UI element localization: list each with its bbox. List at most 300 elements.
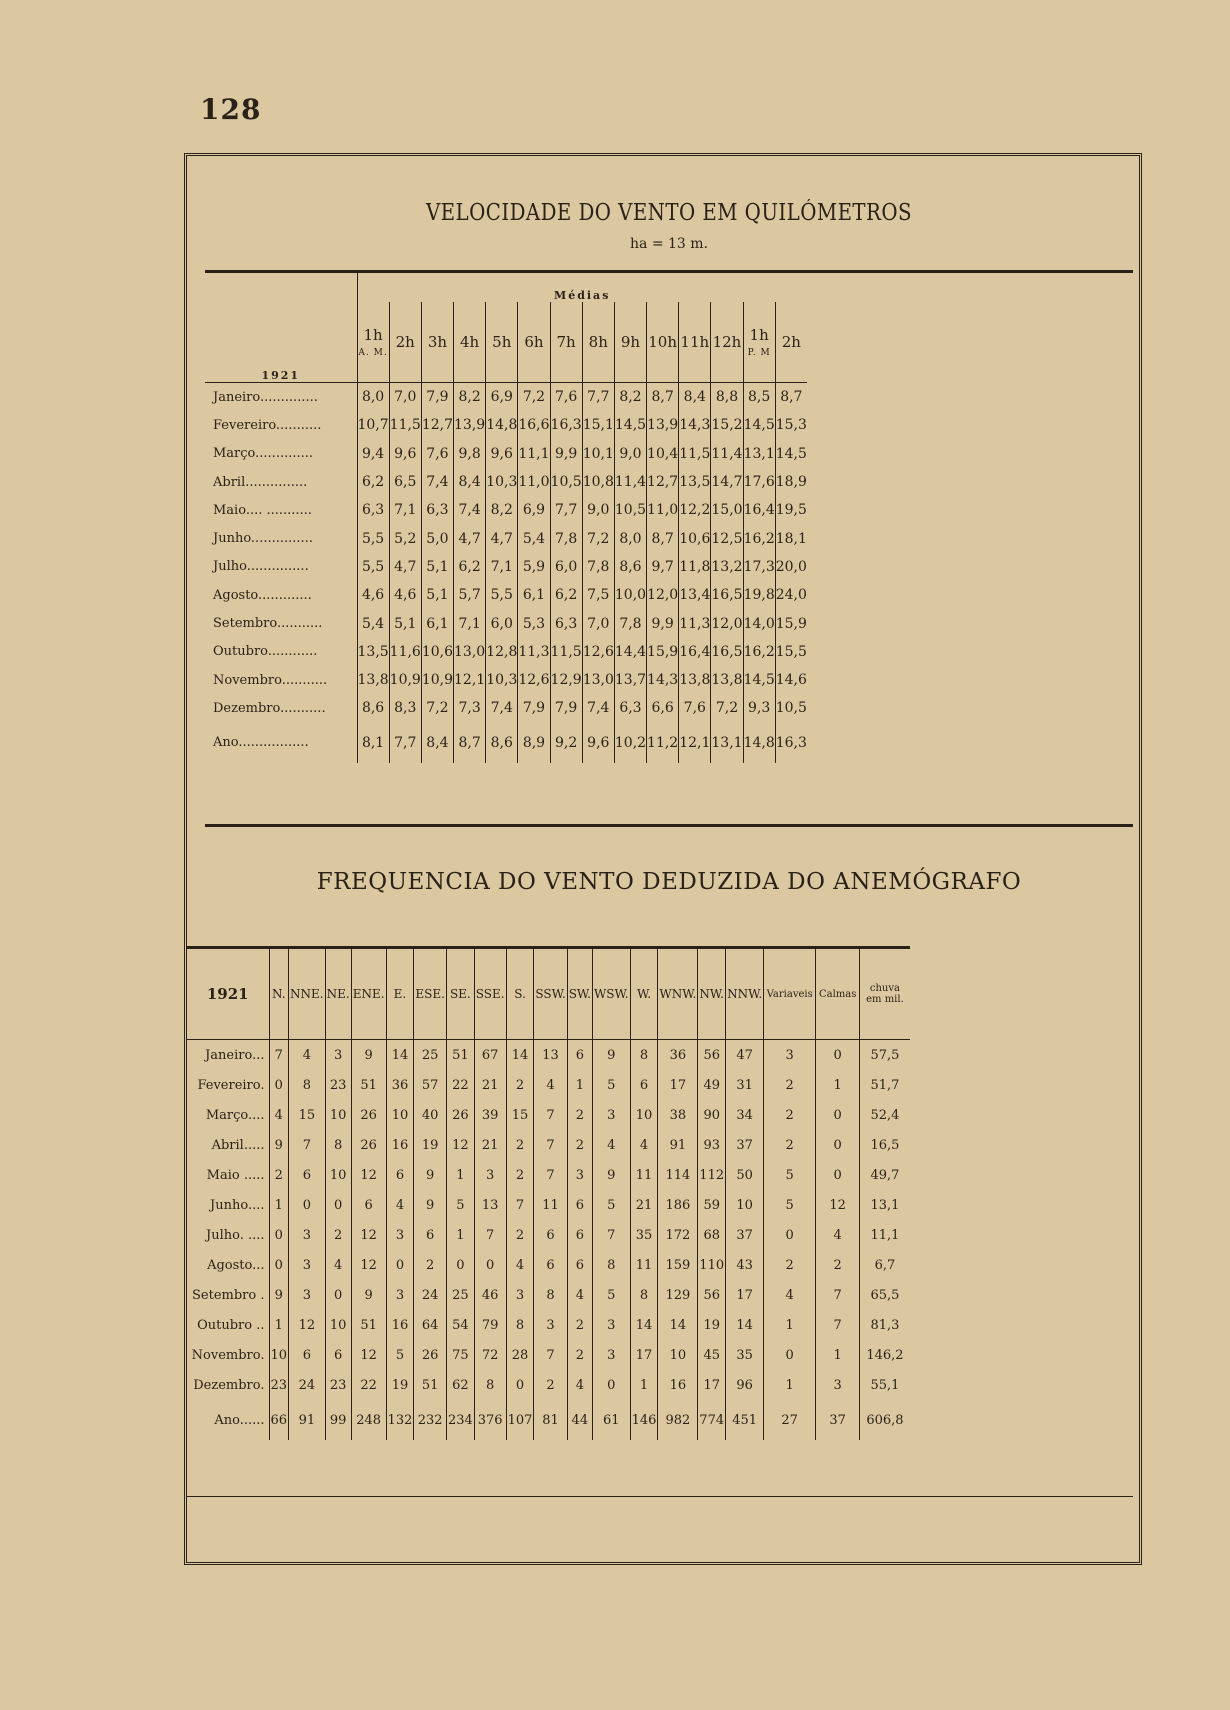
table-cell: 14,8 xyxy=(743,723,775,763)
direction-header: WSW. xyxy=(592,948,630,1040)
table-cell: 16,2 xyxy=(743,638,775,666)
row-label: Dezembro........... xyxy=(213,700,326,716)
table-cell: 16,5 xyxy=(860,1130,910,1160)
row-label: Agosto............. xyxy=(213,587,312,603)
table-cell: 1 xyxy=(816,1070,860,1100)
table-cell: 51 xyxy=(351,1310,386,1340)
table-cell: 96 xyxy=(726,1370,764,1400)
table-cell: 6 xyxy=(351,1190,386,1220)
table-cell: 606,8 xyxy=(860,1400,910,1440)
table-cell: 5,9 xyxy=(518,553,550,581)
table-cell: 6,2 xyxy=(357,468,389,496)
table-cell: 8,4 xyxy=(421,723,453,763)
velocidade-subtitle: ha = 13 m. xyxy=(630,236,708,252)
table-cell: 774 xyxy=(698,1400,726,1440)
table-cell: 4,7 xyxy=(389,553,421,581)
table-cell: 7,7 xyxy=(550,496,582,524)
table-cell: 14,0 xyxy=(743,609,775,637)
table-cell: 8 xyxy=(630,1040,658,1071)
table-cell: 21 xyxy=(630,1190,658,1220)
table-cell: 12,0 xyxy=(711,609,743,637)
table-cell: 43 xyxy=(726,1250,764,1280)
table-row xyxy=(187,1130,910,1160)
table-cell: 15,9 xyxy=(775,609,807,637)
table-cell: 90 xyxy=(698,1100,726,1130)
table-cell: 146 xyxy=(630,1400,658,1440)
table-cell: 51 xyxy=(446,1040,474,1071)
table-cell: 10 xyxy=(658,1340,698,1370)
table-row xyxy=(205,496,807,524)
table-cell: 51,7 xyxy=(860,1070,910,1100)
table-cell: 0 xyxy=(816,1040,860,1071)
table-cell: 51 xyxy=(351,1070,386,1100)
row-label: Maio.... ........... xyxy=(213,502,312,518)
table-cell: 12 xyxy=(289,1310,326,1340)
table-cell: 10 xyxy=(726,1190,764,1220)
table-cell: 26 xyxy=(446,1100,474,1130)
table-cell: 10,9 xyxy=(421,666,453,694)
direction-header: W. xyxy=(630,948,658,1040)
table-cell: 4 xyxy=(534,1070,567,1100)
table-cell: 99 xyxy=(325,1400,351,1440)
table-cell: 7,1 xyxy=(389,496,421,524)
table-cell: 12,1 xyxy=(679,723,711,763)
table-cell: 59 xyxy=(698,1190,726,1220)
table-cell: 12,9 xyxy=(550,666,582,694)
table-cell: 20,0 xyxy=(775,553,807,581)
table-cell: 13,8 xyxy=(679,666,711,694)
table-cell: 2 xyxy=(567,1100,592,1130)
table-cell: 9 xyxy=(269,1280,289,1310)
table-cell: 232 xyxy=(414,1400,447,1440)
table-cell: 23 xyxy=(325,1370,351,1400)
table-cell: 13,8 xyxy=(357,666,389,694)
table-cell: 11,4 xyxy=(614,468,646,496)
table-cell: 5,2 xyxy=(389,524,421,552)
table-cell: 7,4 xyxy=(454,496,486,524)
table-cell: 12 xyxy=(351,1220,386,1250)
table-cell: 2 xyxy=(506,1070,534,1100)
table-cell: 52,4 xyxy=(860,1100,910,1130)
table-cell: 67 xyxy=(474,1040,506,1071)
table-cell: 14,5 xyxy=(614,411,646,439)
table-cell: 2 xyxy=(764,1250,816,1280)
table-cell: 12 xyxy=(351,1250,386,1280)
table-cell: 6 xyxy=(289,1160,326,1190)
table-cell: 16 xyxy=(386,1130,414,1160)
table-cell: 7,9 xyxy=(518,694,550,722)
table-cell: 9 xyxy=(414,1190,447,1220)
table-cell: 16 xyxy=(386,1310,414,1340)
table-cell: 2 xyxy=(506,1130,534,1160)
table-cell: 129 xyxy=(658,1280,698,1310)
direction-header: SSE. xyxy=(474,948,506,1040)
table-cell: 17 xyxy=(630,1340,658,1370)
table-cell: 3 xyxy=(592,1340,630,1370)
row-label: Maio ..... xyxy=(206,1167,265,1183)
table-cell: 5,4 xyxy=(357,609,389,637)
table-cell: 7 xyxy=(474,1220,506,1250)
table-cell: 7 xyxy=(816,1310,860,1340)
hour-header: 11h xyxy=(679,302,711,383)
table-cell: 0 xyxy=(446,1250,474,1280)
table-cell: 0 xyxy=(816,1130,860,1160)
table-cell: 0 xyxy=(386,1250,414,1280)
table-row xyxy=(205,411,807,439)
table-cell: 7,2 xyxy=(711,694,743,722)
table-cell: 1 xyxy=(269,1190,289,1220)
table-cell: 2 xyxy=(764,1130,816,1160)
table-cell: 26 xyxy=(414,1340,447,1370)
table-cell: 16,5 xyxy=(711,638,743,666)
table-row xyxy=(205,609,807,637)
table-cell: 10,6 xyxy=(421,638,453,666)
table-cell: 15,3 xyxy=(775,411,807,439)
direction-header: ENE. xyxy=(351,948,386,1040)
table-cell: 8,4 xyxy=(454,468,486,496)
table-cell: 55,1 xyxy=(860,1370,910,1400)
table-cell: 5 xyxy=(764,1160,816,1190)
table-cell: 3 xyxy=(592,1100,630,1130)
table-row xyxy=(187,1400,910,1440)
bottom-rule xyxy=(187,1496,1133,1497)
table-cell: 4 xyxy=(592,1130,630,1160)
table-cell: 14,7 xyxy=(711,468,743,496)
table-cell: 13 xyxy=(534,1040,567,1071)
table-cell: 9,6 xyxy=(389,440,421,468)
table-cell: 14 xyxy=(506,1040,534,1071)
table-row xyxy=(205,524,807,552)
table-cell: 16 xyxy=(658,1370,698,1400)
hour-header: 1h A. M. xyxy=(357,302,389,383)
table-cell: 11,0 xyxy=(647,496,679,524)
table-cell: 2 xyxy=(567,1130,592,1160)
table-cell: 8,2 xyxy=(486,496,518,524)
table-cell: 8,1 xyxy=(357,723,389,763)
table-cell: 24 xyxy=(289,1370,326,1400)
table-cell: 6 xyxy=(567,1040,592,1071)
table-cell: 19,8 xyxy=(743,581,775,609)
table-cell: 17 xyxy=(726,1280,764,1310)
table-cell: 15,0 xyxy=(711,496,743,524)
table-cell: 1 xyxy=(764,1310,816,1340)
table-cell: 7 xyxy=(816,1280,860,1310)
table-cell: 2 xyxy=(506,1220,534,1250)
page-number: 128 xyxy=(200,93,262,126)
table-cell: 1 xyxy=(764,1370,816,1400)
table-cell: 22 xyxy=(446,1070,474,1100)
table-cell: 11,1 xyxy=(518,440,550,468)
table-cell: 0 xyxy=(325,1190,351,1220)
table-cell: 6 xyxy=(534,1220,567,1250)
table-cell: 18,1 xyxy=(775,524,807,552)
table-cell: 19,5 xyxy=(775,496,807,524)
table-cell: 10 xyxy=(325,1310,351,1340)
table-cell: 7,2 xyxy=(421,694,453,722)
direction-header: NNE. xyxy=(289,948,326,1040)
table-cell: 50 xyxy=(726,1160,764,1190)
direction-header: SE. xyxy=(446,948,474,1040)
table-cell: 8,0 xyxy=(614,524,646,552)
table-cell: 65,5 xyxy=(860,1280,910,1310)
table-cell: 12,5 xyxy=(711,524,743,552)
direction-header: S. xyxy=(506,948,534,1040)
table-cell: 2 xyxy=(269,1160,289,1190)
table-cell: 13,0 xyxy=(454,638,486,666)
table-cell: 22 xyxy=(351,1370,386,1400)
row-label: Ano...... xyxy=(214,1412,265,1428)
table-cell: 45 xyxy=(698,1340,726,1370)
table-cell: 12,1 xyxy=(454,666,486,694)
table-cell: 112 xyxy=(698,1160,726,1190)
table-cell: 7,3 xyxy=(454,694,486,722)
table-cell: 7,2 xyxy=(518,383,550,412)
velocidade-table xyxy=(205,270,807,763)
table-cell: 8 xyxy=(506,1310,534,1340)
table-row xyxy=(205,694,807,722)
table-cell: 13,9 xyxy=(454,411,486,439)
table-cell: 39 xyxy=(474,1100,506,1130)
table-cell: 16,3 xyxy=(775,723,807,763)
table-cell: 7,2 xyxy=(582,524,614,552)
table-cell: 982 xyxy=(658,1400,698,1440)
table-cell: 8 xyxy=(592,1250,630,1280)
table-cell: 9,6 xyxy=(582,723,614,763)
hour-header: 9h xyxy=(614,302,646,383)
table-cell: 7 xyxy=(534,1340,567,1370)
row-label: Fevereiro........... xyxy=(213,417,322,433)
table-cell: 17 xyxy=(658,1070,698,1100)
table-cell: 11,5 xyxy=(550,638,582,666)
table-cell: 8,9 xyxy=(518,723,550,763)
table-cell: 37 xyxy=(726,1130,764,1160)
table-cell: 146,2 xyxy=(860,1340,910,1370)
table-cell: 1 xyxy=(630,1370,658,1400)
row-label: Agosto... xyxy=(207,1257,265,1273)
table-cell: 13 xyxy=(474,1190,506,1220)
table-row xyxy=(187,1070,910,1100)
table-cell: 75 xyxy=(446,1340,474,1370)
table-cell: 8,7 xyxy=(454,723,486,763)
table-cell: 7 xyxy=(269,1040,289,1071)
row-label: Ano................. xyxy=(213,735,309,751)
table-cell: 28 xyxy=(506,1340,534,1370)
table-cell: 7,4 xyxy=(421,468,453,496)
table-cell: 7,4 xyxy=(582,694,614,722)
frequencia-year: 1921 xyxy=(187,948,269,1040)
table-cell: 12 xyxy=(816,1190,860,1220)
table-row xyxy=(187,1310,910,1340)
table-cell: 93 xyxy=(698,1130,726,1160)
table-cell: 36 xyxy=(386,1070,414,1100)
table-cell: 7,7 xyxy=(389,723,421,763)
table-cell: 12,8 xyxy=(486,638,518,666)
table-cell: 5 xyxy=(592,1280,630,1310)
table-cell: 11 xyxy=(534,1190,567,1220)
table-cell: 14,6 xyxy=(775,666,807,694)
table-cell: 25 xyxy=(414,1040,447,1071)
table-row xyxy=(187,1040,910,1071)
table-cell: 62 xyxy=(446,1370,474,1400)
table-row xyxy=(187,1100,910,1130)
table-cell: 15,5 xyxy=(775,638,807,666)
table-cell: 64 xyxy=(414,1310,447,1340)
table-cell: 6 xyxy=(289,1340,326,1370)
table-cell: 3 xyxy=(816,1370,860,1400)
table-cell: 10,8 xyxy=(582,468,614,496)
hour-header: 5h xyxy=(486,302,518,383)
table-cell: 68 xyxy=(698,1220,726,1250)
table-cell: 35 xyxy=(630,1220,658,1250)
direction-header: N. xyxy=(269,948,289,1040)
table-cell: 3 xyxy=(592,1310,630,1340)
table-cell: 8 xyxy=(534,1280,567,1310)
table-cell: 9,8 xyxy=(454,440,486,468)
table-cell: 6,3 xyxy=(357,496,389,524)
table-cell: 10,5 xyxy=(614,496,646,524)
table-cell: 0 xyxy=(764,1220,816,1250)
table-cell: 10,2 xyxy=(614,723,646,763)
table-cell: 10,4 xyxy=(647,440,679,468)
table-cell: 15 xyxy=(506,1100,534,1130)
table-cell: 7,0 xyxy=(582,609,614,637)
table-cell: 451 xyxy=(726,1400,764,1440)
table-cell: 9 xyxy=(414,1160,447,1190)
table-cell: 5,1 xyxy=(421,553,453,581)
table-cell: 2 xyxy=(414,1250,447,1280)
table-cell: 8,2 xyxy=(614,383,646,412)
table-cell: 3 xyxy=(289,1250,326,1280)
table-cell: 8,0 xyxy=(357,383,389,412)
table-cell: 159 xyxy=(658,1250,698,1280)
table-cell: 2 xyxy=(816,1250,860,1280)
table-cell: 4,6 xyxy=(389,581,421,609)
row-label: Novembro. xyxy=(191,1347,265,1363)
table-cell: 3 xyxy=(325,1040,351,1071)
table-cell: 6,7 xyxy=(860,1250,910,1280)
row-label: Julho. .... xyxy=(205,1227,265,1243)
table-cell: 11,8 xyxy=(679,553,711,581)
table-cell: 7 xyxy=(534,1160,567,1190)
table-cell: 9,9 xyxy=(647,609,679,637)
table-cell: 19 xyxy=(414,1130,447,1160)
table-cell: 0 xyxy=(289,1190,326,1220)
table-cell: 8 xyxy=(325,1130,351,1160)
table-cell: 15,2 xyxy=(711,411,743,439)
table-cell: 57,5 xyxy=(860,1040,910,1071)
table-cell: 6,3 xyxy=(550,609,582,637)
table-cell: 10 xyxy=(325,1100,351,1130)
table-cell: 3 xyxy=(386,1280,414,1310)
table-cell: 6,9 xyxy=(518,496,550,524)
table-cell: 4 xyxy=(816,1220,860,1250)
table-cell: 38 xyxy=(658,1100,698,1130)
table-cell: 1 xyxy=(446,1220,474,1250)
table-cell: 0 xyxy=(474,1250,506,1280)
table-cell: 5,1 xyxy=(389,609,421,637)
table-cell: 91 xyxy=(658,1130,698,1160)
table-cell: 13,0 xyxy=(582,666,614,694)
table-cell: 4 xyxy=(567,1370,592,1400)
table-cell: 13,1 xyxy=(743,440,775,468)
table-cell: 7 xyxy=(592,1220,630,1250)
table-cell: 234 xyxy=(446,1400,474,1440)
table-cell: 5,5 xyxy=(357,524,389,552)
table-cell: 6 xyxy=(567,1220,592,1250)
table-cell: 132 xyxy=(386,1400,414,1440)
table-cell: 15,9 xyxy=(647,638,679,666)
table-cell: 5 xyxy=(386,1340,414,1370)
table-cell: 14,5 xyxy=(775,440,807,468)
table-cell: 6 xyxy=(567,1250,592,1280)
table-row xyxy=(205,581,807,609)
table-cell: 6 xyxy=(534,1250,567,1280)
table-cell: 49 xyxy=(698,1070,726,1100)
table-cell: 4,7 xyxy=(454,524,486,552)
table-cell: 26 xyxy=(351,1100,386,1130)
medias-label: Médias xyxy=(554,289,611,302)
table-row xyxy=(187,1220,910,1250)
table-cell: 14 xyxy=(726,1310,764,1340)
table-cell: 9 xyxy=(351,1040,386,1071)
table-cell: 19 xyxy=(698,1310,726,1340)
table-cell: 57 xyxy=(414,1070,447,1100)
table-cell: 8 xyxy=(474,1370,506,1400)
table-cell: 9,2 xyxy=(550,723,582,763)
table-cell: 5 xyxy=(592,1190,630,1220)
table-row xyxy=(187,1370,910,1400)
table-cell: 5 xyxy=(446,1190,474,1220)
table-cell: 8 xyxy=(289,1070,326,1100)
table-cell: 10,3 xyxy=(486,666,518,694)
table-cell: 8 xyxy=(630,1280,658,1310)
table-cell: 18,9 xyxy=(775,468,807,496)
table-cell: 16,4 xyxy=(743,496,775,524)
table-cell: 10 xyxy=(269,1340,289,1370)
table-cell: 11,0 xyxy=(518,468,550,496)
table-cell: 36 xyxy=(658,1040,698,1071)
table-cell: 13,1 xyxy=(711,723,743,763)
table-cell: 6 xyxy=(414,1220,447,1250)
row-label: Outubro............ xyxy=(213,644,318,660)
row-label: Dezembro. xyxy=(193,1377,265,1393)
table-cell: 5,5 xyxy=(357,553,389,581)
row-label: Março.............. xyxy=(213,446,314,462)
table-cell: 1 xyxy=(446,1160,474,1190)
table-cell: 6 xyxy=(386,1160,414,1190)
table-cell: 46 xyxy=(474,1280,506,1310)
table-cell: 27 xyxy=(764,1400,816,1440)
table-row xyxy=(205,383,807,412)
table-cell: 186 xyxy=(658,1190,698,1220)
table-cell: 14 xyxy=(386,1040,414,1071)
table-cell: 6,2 xyxy=(550,581,582,609)
table-cell: 44 xyxy=(567,1400,592,1440)
table-cell: 14,3 xyxy=(647,666,679,694)
table-cell: 3 xyxy=(764,1040,816,1071)
row-label: Outubro .. xyxy=(197,1317,265,1333)
hour-header: 4h xyxy=(454,302,486,383)
table-cell: 7,6 xyxy=(421,440,453,468)
row-label: Novembro........... xyxy=(213,672,328,688)
table-cell: 7 xyxy=(506,1190,534,1220)
table-cell: 7,5 xyxy=(582,581,614,609)
table-cell: 7,8 xyxy=(614,609,646,637)
row-label: Abril............... xyxy=(213,474,308,490)
table-cell: 2 xyxy=(567,1340,592,1370)
table-cell: 4 xyxy=(289,1040,326,1071)
table-cell: 16,3 xyxy=(550,411,582,439)
